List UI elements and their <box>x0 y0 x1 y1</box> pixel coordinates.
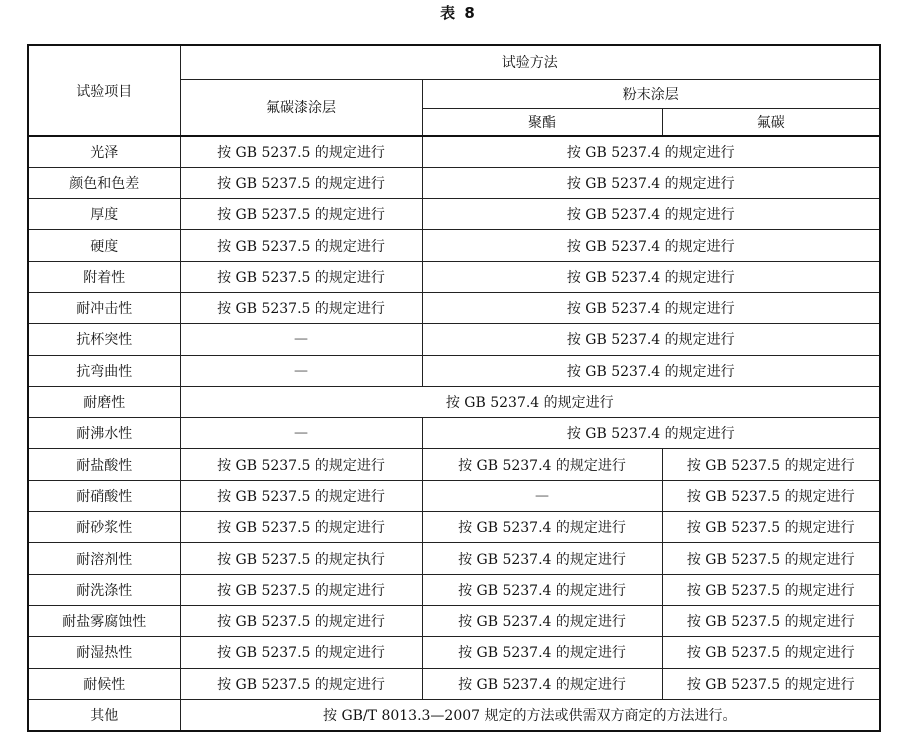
cell-fluorocarbon-paint: 按 GB 5237.5 的规定进行 <box>180 261 422 292</box>
row-label: 厚度 <box>28 199 180 230</box>
table-caption: 表 8 <box>440 4 477 22</box>
table-row <box>28 605 880 636</box>
cell-polyester: 按 GB 5237.4 的规定进行 <box>422 543 662 574</box>
header-polyester: 聚酯 <box>422 108 662 136</box>
cell-not-applicable: — <box>180 324 422 355</box>
row-label: 耐盐酸性 <box>28 449 180 480</box>
cell-not-applicable: — <box>180 355 422 386</box>
cell-powder-merged: 按 GB 5237.4 的规定进行 <box>422 418 880 449</box>
cell-fluorocarbon-paint: 按 GB 5237.5 的规定进行 <box>180 230 422 261</box>
row-label: 光泽 <box>28 136 180 167</box>
table-row <box>28 480 880 511</box>
row-label: 耐磨性 <box>28 386 180 417</box>
cell-fluorocarbon-paint: 按 GB 5237.5 的规定进行 <box>180 668 422 699</box>
cell-powder-merged: 按 GB 5237.4 的规定进行 <box>422 136 880 167</box>
cell-fluorocarbon-paint: 按 GB 5237.5 的规定进行 <box>180 480 422 511</box>
cell-other-method: 按 GB/T 8013.3—2007 规定的方法或供需双方商定的方法进行。 <box>180 699 880 730</box>
row-label: 抗弯曲性 <box>28 355 180 386</box>
cell-fluorocarbon-powder: 按 GB 5237.5 的规定进行 <box>662 668 880 699</box>
table-row <box>28 292 880 323</box>
table-row <box>28 668 880 699</box>
cell-fluorocarbon-paint: 按 GB 5237.5 的规定进行 <box>180 292 422 323</box>
test-method-table <box>27 44 881 732</box>
row-label: 硬度 <box>28 230 180 261</box>
cell-fluorocarbon-powder: 按 GB 5237.5 的规定进行 <box>662 605 880 636</box>
row-label: 耐硝酸性 <box>28 480 180 511</box>
cell-powder-merged: 按 GB 5237.4 的规定进行 <box>422 292 880 323</box>
cell-fluorocarbon-paint: 按 GB 5237.5 的规定执行 <box>180 543 422 574</box>
cell-fluorocarbon-powder: 按 GB 5237.5 的规定进行 <box>662 637 880 668</box>
row-label: 耐冲击性 <box>28 292 180 323</box>
cell-polyester: 按 GB 5237.4 的规定进行 <box>422 668 662 699</box>
cell-fluorocarbon-paint: 按 GB 5237.5 的规定进行 <box>180 136 422 167</box>
header-fluorocarbon-powder: 氟碳 <box>662 108 880 136</box>
table-row <box>28 199 880 230</box>
cell-fluorocarbon-powder: 按 GB 5237.5 的规定进行 <box>662 574 880 605</box>
row-label: 耐砂浆性 <box>28 512 180 543</box>
row-label: 耐沸水性 <box>28 418 180 449</box>
cell-not-applicable: — <box>180 418 422 449</box>
cell-fluorocarbon-paint: 按 GB 5237.5 的规定进行 <box>180 199 422 230</box>
header-test-method: 试验方法 <box>180 45 880 79</box>
cell-polyester: 按 GB 5237.4 的规定进行 <box>422 637 662 668</box>
row-label: 其他 <box>28 699 180 730</box>
table-row <box>28 699 880 730</box>
table-row <box>28 230 880 261</box>
cell-polyester: 按 GB 5237.4 的规定进行 <box>422 605 662 636</box>
row-label: 耐候性 <box>28 668 180 699</box>
table-row <box>28 136 880 167</box>
cell-fluorocarbon-paint: 按 GB 5237.5 的规定进行 <box>180 637 422 668</box>
row-label: 抗杯突性 <box>28 324 180 355</box>
row-label: 耐洗涤性 <box>28 574 180 605</box>
cell-powder-merged: 按 GB 5237.4 的规定进行 <box>422 324 880 355</box>
cell-powder-merged: 按 GB 5237.4 的规定进行 <box>422 230 880 261</box>
table-row <box>28 512 880 543</box>
cell-fluorocarbon-paint: 按 GB 5237.5 的规定进行 <box>180 605 422 636</box>
row-label: 耐盐雾腐蚀性 <box>28 605 180 636</box>
row-label: 耐湿热性 <box>28 637 180 668</box>
cell-all-methods-merged: 按 GB 5237.4 的规定进行 <box>180 386 880 417</box>
cell-powder-merged: 按 GB 5237.4 的规定进行 <box>422 199 880 230</box>
table-row <box>28 355 880 386</box>
cell-fluorocarbon-paint: 按 GB 5237.5 的规定进行 <box>180 449 422 480</box>
header-fluorocarbon-paint: 氟碳漆涂层 <box>180 79 422 136</box>
row-label: 颜色和色差 <box>28 167 180 198</box>
cell-fluorocarbon-paint: 按 GB 5237.5 的规定进行 <box>180 574 422 605</box>
table-row <box>28 261 880 292</box>
cell-powder-merged: 按 GB 5237.4 的规定进行 <box>422 261 880 292</box>
table-row <box>28 418 880 449</box>
cell-fluorocarbon-paint: 按 GB 5237.5 的规定进行 <box>180 512 422 543</box>
row-label: 耐溶剂性 <box>28 543 180 574</box>
header-row-1 <box>28 45 880 79</box>
cell-fluorocarbon-powder: 按 GB 5237.5 的规定进行 <box>662 449 880 480</box>
table-row <box>28 167 880 198</box>
table-row <box>28 449 880 480</box>
cell-not-applicable: — <box>422 480 662 511</box>
header-test-item: 试验项目 <box>28 45 180 136</box>
cell-polyester: 按 GB 5237.4 的规定进行 <box>422 449 662 480</box>
table-row <box>28 324 880 355</box>
cell-powder-merged: 按 GB 5237.4 的规定进行 <box>422 355 880 386</box>
table-row <box>28 637 880 668</box>
cell-powder-merged: 按 GB 5237.4 的规定进行 <box>422 167 880 198</box>
cell-polyester: 按 GB 5237.4 的规定进行 <box>422 574 662 605</box>
table-row <box>28 386 880 417</box>
row-label: 附着性 <box>28 261 180 292</box>
cell-fluorocarbon-paint: 按 GB 5237.5 的规定进行 <box>180 167 422 198</box>
cell-fluorocarbon-powder: 按 GB 5237.5 的规定进行 <box>662 480 880 511</box>
cell-fluorocarbon-powder: 按 GB 5237.5 的规定进行 <box>662 512 880 543</box>
table-row <box>28 543 880 574</box>
header-powder-coating: 粉末涂层 <box>422 79 880 108</box>
cell-fluorocarbon-powder: 按 GB 5237.5 的规定进行 <box>662 543 880 574</box>
cell-polyester: 按 GB 5237.4 的规定进行 <box>422 512 662 543</box>
table-row <box>28 574 880 605</box>
